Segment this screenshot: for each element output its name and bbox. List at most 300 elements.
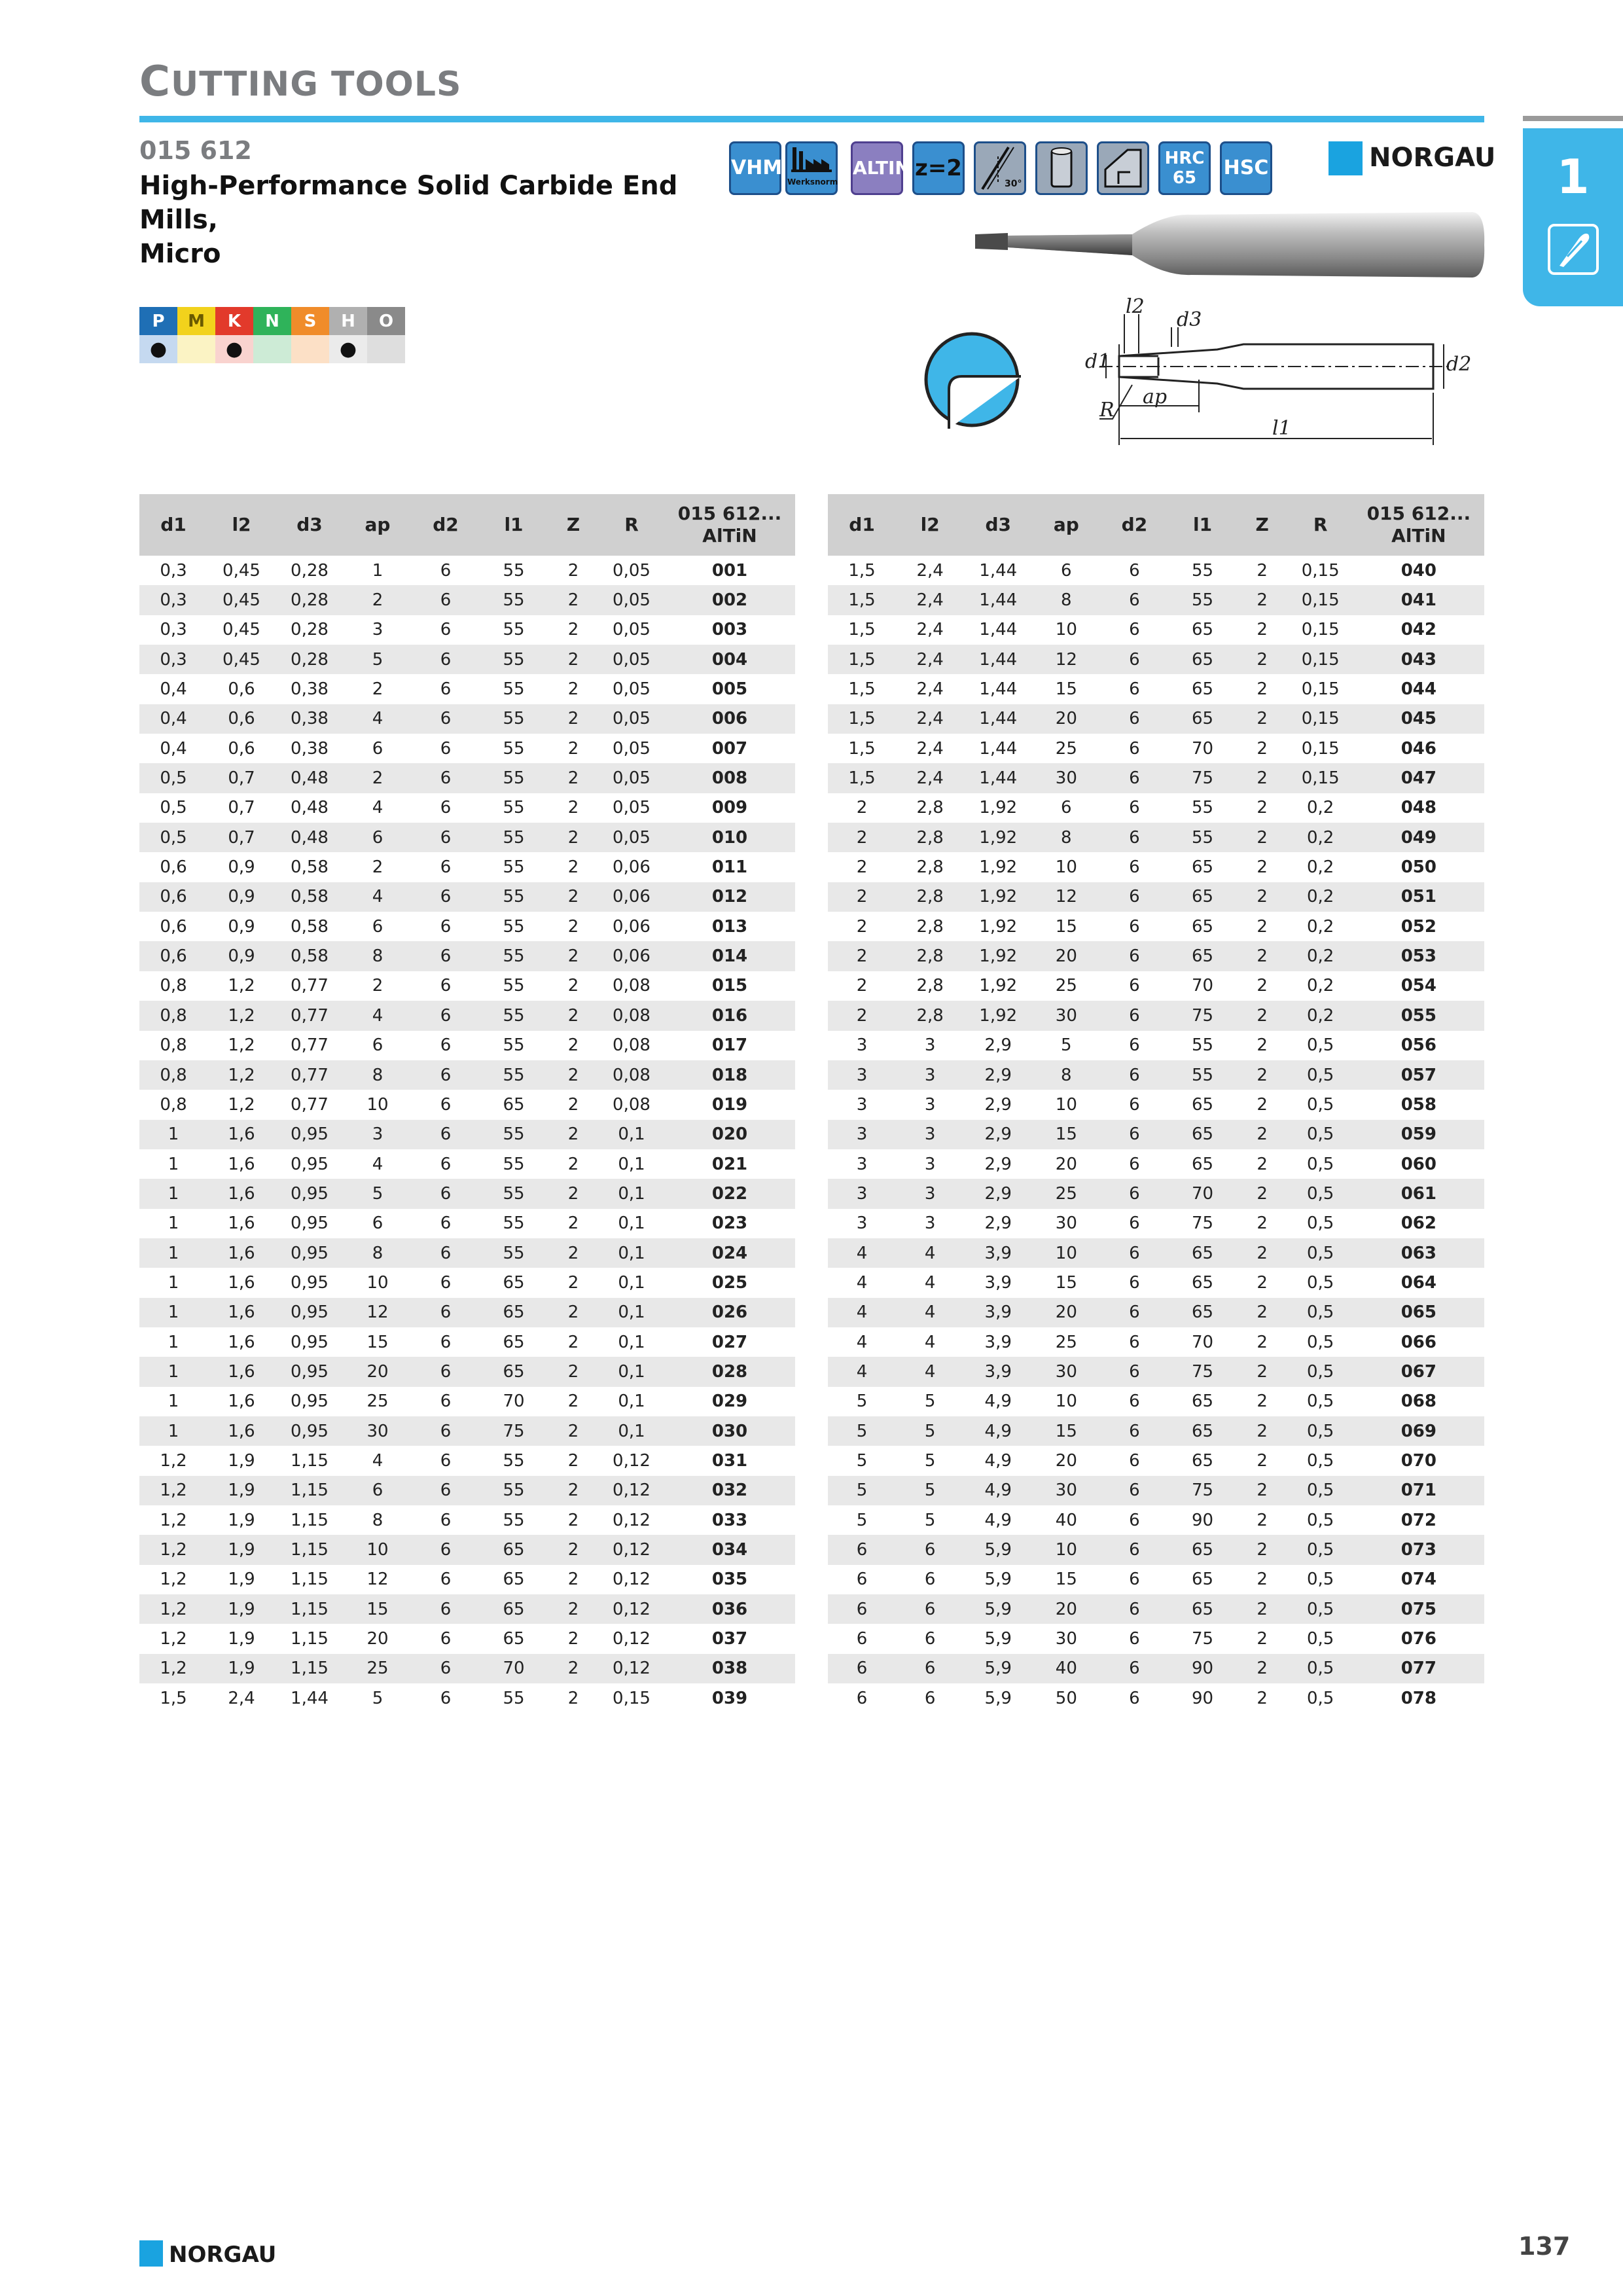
cell-ap: 8 (344, 1060, 412, 1090)
cell-z: 2 (1257, 1688, 1268, 1708)
cell-z: 2 (1257, 976, 1268, 996)
cell-d1: 0,8 (160, 1035, 187, 1056)
table-row (139, 1387, 795, 1416)
article-number[interactable]: 002 (664, 585, 795, 615)
cell-l1: 65 (1191, 1450, 1214, 1471)
cell-l1: 75 (1168, 1357, 1236, 1386)
cell-l2: 5 (924, 1450, 936, 1471)
article-number[interactable]: 001 (711, 560, 748, 581)
cell-d1: 6 (856, 1629, 868, 1649)
cell-d2: 6 (1129, 857, 1140, 878)
cell-d1: 2 (856, 916, 868, 937)
cell-ap: 3 (344, 1120, 412, 1149)
ap-label: ap (1143, 386, 1168, 408)
cell-ap: 1 (372, 560, 383, 581)
article-number[interactable]: 074 (1400, 1570, 1436, 1590)
cell-z: 2 (1237, 1238, 1288, 1268)
cell-ap: 30 (344, 1416, 412, 1446)
cell-ap: 15 (1055, 1570, 1077, 1590)
cell-z: 2 (567, 738, 579, 759)
cell-l2: 1,9 (207, 1535, 276, 1564)
cell-l1: 55 (503, 738, 525, 759)
article-number[interactable]: 035 (711, 1570, 748, 1590)
cell-l1: 65 (1191, 679, 1214, 700)
table-row (139, 556, 795, 585)
cell-d3: 1,44 (291, 1688, 329, 1708)
article-number[interactable]: 071 (1353, 1476, 1484, 1505)
cell-d1: 1 (139, 1357, 207, 1386)
product-name-line1: High-Performance Solid Carbide End Mills, (139, 171, 678, 235)
cell-d2: 6 (440, 916, 452, 937)
cell-ap: 30 (1032, 1476, 1100, 1505)
cell-ap: 15 (344, 1594, 412, 1624)
article-number[interactable]: 075 (1353, 1594, 1484, 1624)
cell-r: 0,05 (599, 763, 664, 793)
cell-d2: 6 (1129, 1391, 1140, 1412)
article-number[interactable]: 066 (1400, 1332, 1436, 1352)
cell-l1: 65 (1168, 1535, 1236, 1564)
cell-ap: 40 (1055, 1510, 1077, 1530)
table-row (828, 1594, 1484, 1624)
cell-r: 0,05 (613, 798, 651, 818)
article-number[interactable]: 043 (1353, 645, 1484, 674)
cell-d2: 6 (440, 620, 452, 640)
cell-d3: 0,38 (276, 704, 344, 734)
table-row (828, 1327, 1484, 1357)
article-number[interactable]: 007 (711, 738, 748, 759)
article-number[interactable]: 022 (664, 1179, 795, 1208)
article-table-left (139, 494, 795, 1713)
cell-d3: 1,15 (291, 1450, 329, 1471)
cell-z: 2 (567, 798, 579, 818)
cell-d3: 0,77 (291, 1094, 329, 1115)
article-number[interactable]: 030 (664, 1416, 795, 1446)
cell-ap: 40 (1032, 1654, 1100, 1683)
cell-r: 0,5 (1306, 1450, 1334, 1471)
cell-r: 0,1 (599, 1416, 664, 1446)
cell-d1: 4 (828, 1238, 896, 1268)
cell-ap: 20 (344, 1357, 412, 1386)
cell-d2: 6 (1100, 763, 1168, 793)
cell-l2: 0,7 (228, 798, 255, 818)
cell-r: 0,2 (1306, 798, 1334, 818)
table-row (139, 1238, 795, 1268)
column-header-d2: d2 (412, 494, 480, 556)
cell-r: 0,08 (613, 1035, 651, 1056)
cell-ap: 5 (344, 1179, 412, 1208)
cell-d1: 1,2 (160, 1450, 187, 1471)
corner-radius-detail (923, 331, 1021, 429)
cell-r: 0,1 (618, 1391, 645, 1412)
article-number[interactable]: 053 (1353, 941, 1484, 971)
cell-l2: 1,6 (228, 1272, 255, 1293)
cell-z: 2 (548, 1594, 599, 1624)
table-row (828, 1090, 1484, 1119)
article-number[interactable]: 027 (711, 1332, 748, 1352)
cell-d2: 6 (440, 1035, 452, 1056)
cell-z: 2 (1257, 1213, 1268, 1234)
cell-d1: 1,5 (848, 679, 876, 700)
cell-r: 0,1 (599, 1238, 664, 1268)
cell-l2: 5 (896, 1416, 964, 1446)
cell-r: 0,5 (1306, 1213, 1334, 1234)
cell-l2: 0,45 (207, 645, 276, 674)
cell-d3: 3,9 (964, 1298, 1032, 1327)
cell-d3: 1,44 (979, 679, 1018, 700)
article-number[interactable]: 039 (711, 1688, 748, 1708)
cell-d2: 6 (440, 560, 452, 581)
article-number[interactable]: 059 (1353, 1120, 1484, 1149)
article-number[interactable]: 044 (1400, 679, 1436, 700)
table-row (139, 793, 795, 823)
cell-z: 2 (1257, 857, 1268, 878)
article-number[interactable]: 056 (1400, 1035, 1436, 1056)
cell-l2: 1,9 (228, 1629, 255, 1649)
article-number[interactable]: 036 (664, 1594, 795, 1624)
article-number[interactable]: 040 (1400, 560, 1436, 581)
cell-d2: 6 (1100, 645, 1168, 674)
article-number[interactable]: 064 (1400, 1272, 1436, 1293)
cell-ap: 30 (1055, 1213, 1077, 1234)
cell-z: 2 (1237, 1298, 1288, 1327)
cell-d2: 6 (440, 1510, 452, 1530)
table-row (139, 1120, 795, 1149)
cell-ap: 10 (1032, 1535, 1100, 1564)
column-header-ap: ap (1032, 494, 1100, 556)
cell-d2: 6 (1129, 560, 1140, 581)
article-number[interactable]: 012 (664, 882, 795, 912)
cell-l2: 1,2 (207, 1001, 276, 1030)
table-row (139, 1031, 795, 1060)
cell-d1: 0,3 (160, 620, 187, 640)
article-number[interactable]: 033 (711, 1510, 748, 1530)
cell-l1: 65 (480, 1535, 548, 1564)
cell-z: 2 (548, 1416, 599, 1446)
article-number[interactable]: 008 (664, 763, 795, 793)
cell-ap: 25 (366, 1391, 389, 1412)
cell-d2: 6 (1100, 1476, 1168, 1505)
cell-d3: 1,44 (964, 704, 1032, 734)
cell-l2: 1,6 (228, 1332, 255, 1352)
cell-d3: 5,9 (984, 1629, 1012, 1649)
cell-d1: 5 (856, 1510, 868, 1530)
cell-l1: 55 (480, 645, 548, 674)
article-number[interactable]: 061 (1353, 1179, 1484, 1208)
cell-d1: 1 (168, 1272, 179, 1293)
cell-l2: 1,6 (207, 1179, 276, 1208)
cell-l1: 75 (1168, 763, 1236, 793)
table-row (828, 1565, 1484, 1594)
cell-z: 2 (1237, 645, 1288, 674)
cell-ap: 4 (344, 882, 412, 912)
article-number[interactable]: 060 (1400, 1154, 1436, 1174)
article-number[interactable]: 029 (711, 1391, 748, 1412)
cell-l2: 3 (924, 1094, 936, 1115)
cell-d3: 1,92 (979, 798, 1018, 818)
cell-d1: 2 (856, 857, 868, 878)
cell-d1: 0,5 (139, 763, 207, 793)
cell-l1: 65 (1168, 704, 1236, 734)
cell-d2: 6 (412, 882, 480, 912)
cell-d1: 1,5 (828, 645, 896, 674)
cell-z: 2 (567, 1450, 579, 1471)
cell-d3: 0,95 (276, 1238, 344, 1268)
article-number[interactable]: 013 (711, 916, 748, 937)
article-number[interactable]: 034 (664, 1535, 795, 1564)
cell-l2: 2,4 (896, 763, 964, 793)
table-row (139, 971, 795, 1001)
product-code: 015 612 (139, 136, 252, 165)
article-number[interactable]: 048 (1400, 798, 1436, 818)
cell-l2: 2,4 (916, 738, 944, 759)
table-row (139, 734, 795, 763)
cell-z: 2 (548, 1298, 599, 1327)
cell-l1: 65 (480, 1594, 548, 1624)
article-number[interactable]: 019 (711, 1094, 748, 1115)
corner-radius-badge (1097, 141, 1149, 195)
article-number[interactable]: 051 (1353, 882, 1484, 912)
cell-d2: 6 (440, 679, 452, 700)
cell-d3: 5,9 (964, 1594, 1032, 1624)
article-number[interactable]: 017 (711, 1035, 748, 1056)
cell-l2: 2,8 (916, 857, 944, 878)
cell-z: 2 (548, 645, 599, 674)
article-number[interactable]: 070 (1400, 1450, 1436, 1471)
cell-z: 2 (1237, 704, 1288, 734)
article-number[interactable]: 004 (664, 645, 795, 674)
article-number[interactable]: 021 (711, 1154, 748, 1174)
cell-ap: 10 (1055, 1094, 1077, 1115)
cell-d1: 2 (856, 798, 868, 818)
table-row (828, 852, 1484, 882)
table-row (139, 1268, 795, 1297)
cell-d2: 6 (412, 585, 480, 615)
cell-ap: 6 (372, 1213, 383, 1234)
article-number[interactable]: 032 (664, 1476, 795, 1505)
cell-r: 0,5 (1288, 1416, 1353, 1446)
cell-l2: 1,9 (228, 1570, 255, 1590)
cell-r: 0,1 (618, 1213, 645, 1234)
article-number[interactable]: 031 (711, 1450, 748, 1471)
cell-l2: 4 (924, 1272, 936, 1293)
article-number[interactable]: 068 (1400, 1391, 1436, 1412)
cell-d3: 0,58 (276, 941, 344, 971)
cell-r: 0,05 (613, 620, 651, 640)
table-row (139, 1179, 795, 1208)
article-number[interactable]: 026 (664, 1298, 795, 1327)
cell-z: 2 (548, 823, 599, 852)
cell-l2: 2,4 (916, 620, 944, 640)
article-number[interactable]: 014 (664, 941, 795, 971)
article-number[interactable]: 076 (1400, 1629, 1436, 1649)
cell-d2: 6 (412, 1120, 480, 1149)
cell-z: 2 (548, 1654, 599, 1683)
table-row (828, 1624, 1484, 1653)
cell-ap: 12 (344, 1298, 412, 1327)
article-number[interactable]: 063 (1353, 1238, 1484, 1268)
cell-d2: 6 (1129, 1332, 1140, 1352)
article-number[interactable]: 042 (1400, 620, 1436, 640)
cell-ap: 12 (366, 1570, 389, 1590)
cell-l1: 55 (503, 1510, 525, 1530)
cell-l1: 55 (480, 1001, 548, 1030)
cell-z: 2 (567, 916, 579, 937)
cell-d1: 1 (168, 1332, 179, 1352)
cell-r: 0,1 (618, 1272, 645, 1293)
table-row (139, 941, 795, 971)
cell-d3: 1,44 (979, 560, 1018, 581)
cell-l1: 65 (1168, 645, 1236, 674)
cell-r: 0,1 (599, 1179, 664, 1208)
article-number[interactable]: 005 (711, 679, 748, 700)
article-number[interactable]: 072 (1400, 1510, 1436, 1530)
cell-z: 2 (1257, 620, 1268, 640)
article-number[interactable]: 047 (1353, 763, 1484, 793)
cell-l2: 1,2 (207, 1060, 276, 1090)
cell-d3: 0,95 (291, 1272, 329, 1293)
cell-d1: 1,2 (139, 1535, 207, 1564)
cell-l2: 2,4 (916, 560, 944, 581)
cell-z: 2 (1257, 1391, 1268, 1412)
article-number[interactable]: 077 (1353, 1654, 1484, 1683)
cell-d3: 3,9 (984, 1332, 1012, 1352)
article-number[interactable]: 078 (1400, 1688, 1436, 1708)
column-header-z: Z (548, 494, 599, 556)
cell-l2: 1,6 (207, 1120, 276, 1149)
cell-d3: 0,58 (291, 857, 329, 878)
article-number[interactable]: 037 (711, 1629, 748, 1649)
table-row (139, 704, 795, 734)
cell-r: 0,1 (618, 1154, 645, 1174)
table-row (139, 912, 795, 941)
article-number[interactable]: 045 (1353, 704, 1484, 734)
article-number[interactable]: 020 (664, 1120, 795, 1149)
column-header-article (664, 494, 795, 556)
cell-d3: 2,9 (984, 1035, 1012, 1056)
cell-r: 0,2 (1306, 916, 1334, 937)
cell-l2: 4 (896, 1298, 964, 1327)
product-name (139, 169, 728, 271)
article-number[interactable]: 011 (711, 857, 748, 878)
article-number[interactable]: 052 (1400, 916, 1436, 937)
cell-d2: 6 (412, 1060, 480, 1090)
cell-r: 0,2 (1288, 941, 1353, 971)
article-number[interactable]: 009 (711, 798, 748, 818)
table-row (139, 615, 795, 645)
table-row (828, 1001, 1484, 1030)
column-header-l1: l1 (480, 494, 548, 556)
article-number[interactable]: 028 (664, 1357, 795, 1386)
cell-r: 0,5 (1306, 1510, 1334, 1530)
cell-r: 0,5 (1288, 1594, 1353, 1624)
cell-l1: 55 (480, 763, 548, 793)
cell-l2: 6 (896, 1535, 964, 1564)
cell-l1: 65 (1168, 1594, 1236, 1624)
cell-r: 0,12 (599, 1654, 664, 1683)
article-number[interactable]: 006 (664, 704, 795, 734)
cell-l2: 6 (924, 1570, 936, 1590)
article-number[interactable]: 054 (1400, 976, 1436, 996)
cell-d3: 1,44 (964, 585, 1032, 615)
table-row (828, 1298, 1484, 1327)
cell-z: 2 (548, 1179, 599, 1208)
cell-d3: 0,28 (291, 620, 329, 640)
article-number[interactable]: 057 (1353, 1060, 1484, 1090)
d2-label: d2 (1446, 353, 1472, 376)
cell-d1: 2 (856, 976, 868, 996)
cell-ap: 4 (344, 1001, 412, 1030)
cell-l2: 0,9 (207, 882, 276, 912)
article-number[interactable]: 038 (664, 1654, 795, 1683)
cell-l2: 1,6 (207, 1357, 276, 1386)
cell-l1: 55 (1191, 560, 1214, 581)
article-number[interactable]: 049 (1353, 823, 1484, 852)
cell-d3: 3,9 (964, 1357, 1032, 1386)
cell-l2: 0,45 (207, 585, 276, 615)
cell-l1: 65 (1191, 1272, 1214, 1293)
article-number[interactable]: 055 (1353, 1001, 1484, 1030)
cell-d1: 1,2 (139, 1654, 207, 1683)
cell-z: 2 (567, 1510, 579, 1530)
cell-l1: 65 (1191, 620, 1214, 640)
cell-l2: 5 (924, 1510, 936, 1530)
article-number[interactable]: 015 (711, 976, 748, 996)
article-number[interactable]: 073 (1353, 1535, 1484, 1564)
cell-d1: 1 (168, 1391, 179, 1412)
article-number[interactable]: 046 (1400, 738, 1436, 759)
cell-z: 2 (548, 1120, 599, 1149)
cell-d2: 6 (440, 1094, 452, 1115)
cell-z: 2 (548, 585, 599, 615)
article-number[interactable]: 062 (1400, 1213, 1436, 1234)
article-number[interactable]: 050 (1400, 857, 1436, 878)
article-number[interactable]: 010 (664, 823, 795, 852)
cell-d1: 1,5 (848, 620, 876, 640)
article-number[interactable]: 023 (711, 1213, 748, 1234)
cell-z: 2 (1257, 1510, 1268, 1530)
cell-d2: 6 (440, 1629, 452, 1649)
cell-l1: 55 (480, 823, 548, 852)
cell-l2: 2,8 (896, 882, 964, 912)
cell-l2: 4 (896, 1238, 964, 1268)
article-number[interactable]: 067 (1353, 1357, 1484, 1386)
article-number[interactable]: 058 (1400, 1094, 1436, 1115)
cell-d1: 1,5 (828, 763, 896, 793)
cell-d3: 1,15 (276, 1535, 344, 1564)
cell-l1: 55 (480, 882, 548, 912)
cell-d2: 6 (412, 1594, 480, 1624)
article-number[interactable]: 069 (1353, 1416, 1484, 1446)
article-number[interactable]: 065 (1353, 1298, 1484, 1327)
cell-r: 0,06 (599, 941, 664, 971)
table-row (139, 1090, 795, 1119)
cell-ap: 20 (1055, 1450, 1077, 1471)
cell-l2: 3 (924, 1035, 936, 1056)
cell-ap: 2 (344, 585, 412, 615)
product-name-line2: Micro (139, 239, 221, 269)
table-row (139, 1683, 795, 1713)
article-number[interactable]: 024 (664, 1238, 795, 1268)
cell-d3: 0,95 (276, 1179, 344, 1208)
article-number[interactable]: 018 (664, 1060, 795, 1090)
column-header-d2: d2 (1100, 494, 1168, 556)
article-number[interactable]: 003 (711, 620, 748, 640)
article-number[interactable]: 016 (664, 1001, 795, 1030)
article-number[interactable]: 041 (1353, 585, 1484, 615)
cell-l2: 2,8 (896, 823, 964, 852)
article-number[interactable]: 025 (711, 1272, 748, 1293)
cell-r: 0,12 (599, 1594, 664, 1624)
